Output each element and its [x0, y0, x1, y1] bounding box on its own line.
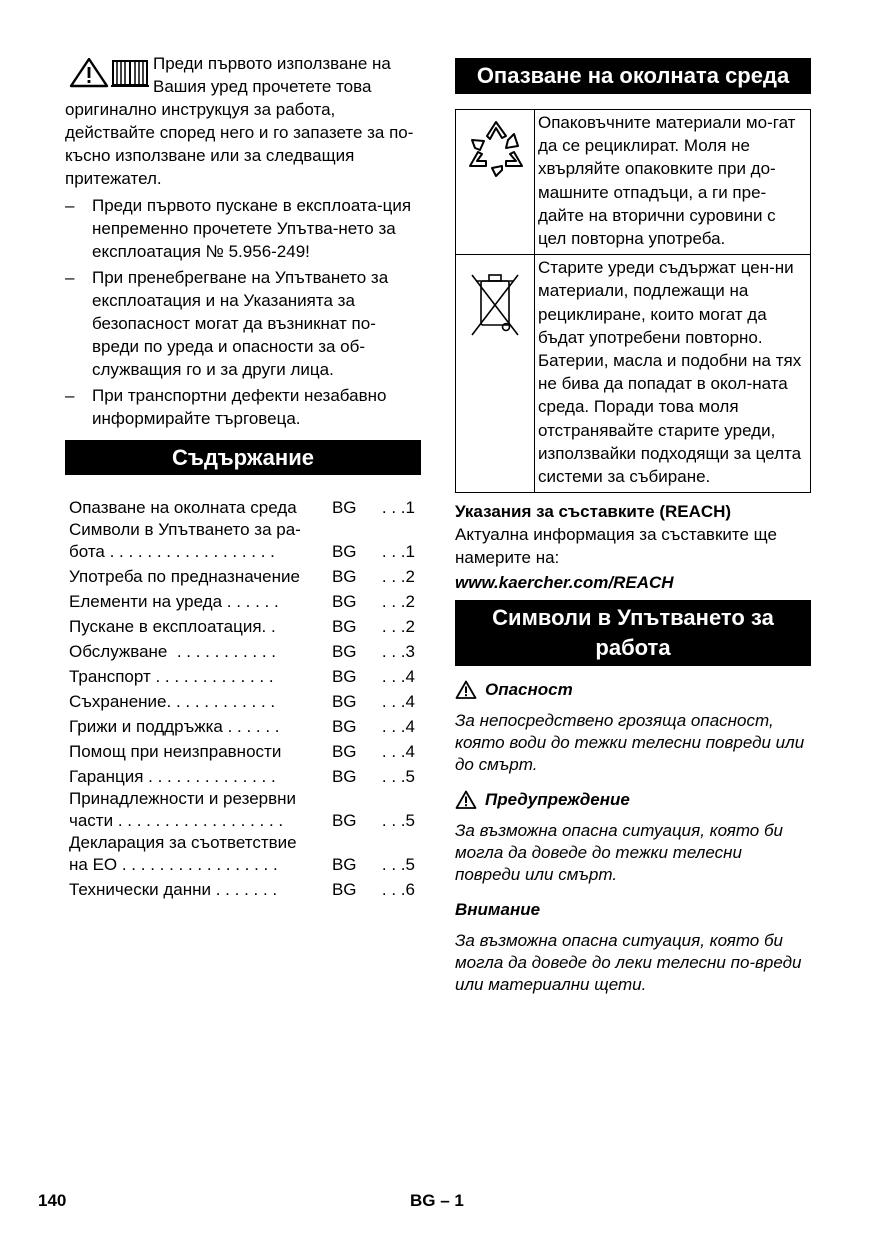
toc-row[interactable] [69, 738, 421, 763]
toc-page: . . .2 [381, 567, 415, 586]
toc-lang: BG [331, 498, 357, 517]
environment-title: Опазване на околната среда [455, 58, 811, 94]
toc-row[interactable] [69, 563, 421, 588]
page-number: 140 [38, 1191, 67, 1210]
weee-text: Старите уреди съдържат цен-ни материали, подлежащи на рециклиране, които могат да бъдат употребени повторно. Батерии, масла и подобни на тях не бива да попадат в окол-ната среда. Поради това моля отстранявайте старите уреди, използвайки подходящи за целта системи за събиране. [535, 255, 811, 493]
caution-heading [455, 898, 811, 921]
bullet-dash: – [65, 386, 75, 405]
toc-row[interactable] [69, 519, 421, 563]
toc-entry: Грижи и поддръжка . . . . . . [69, 717, 280, 736]
warning-text: За възможна опасна ситуация, която би могла да доведе до тежки телесни повреди или смърт. [455, 821, 784, 885]
caution-text: За възможна опасна ситуация, която би могла да доведе до леки телесни по-вреди или материални щети. [455, 931, 802, 995]
toc-entry: Транспорт . . . . . . . . . . . . . [69, 667, 274, 686]
toc-lang: BG [331, 811, 357, 830]
toc-page: . . .5 [381, 767, 415, 786]
toc-entry: Технически данни . . . . . . . [69, 880, 278, 899]
toc-lang: BG [331, 692, 357, 711]
toc-page: . . .4 [381, 692, 415, 711]
toc-lang: BG [331, 617, 357, 636]
warning-heading [455, 788, 811, 811]
toc-lang: BG [331, 642, 357, 661]
toc-page: . . .3 [381, 642, 415, 661]
environment-table [455, 109, 811, 493]
reach-link[interactable]: www.kaercher.com/REACH [455, 573, 674, 593]
toc-row[interactable] [69, 876, 421, 901]
danger-label: Опасност [485, 680, 573, 700]
table-of-contents [65, 494, 421, 901]
symbols-title: Символи в Упътването за работа [455, 600, 811, 666]
toc-row[interactable] [69, 832, 421, 876]
list-item [65, 266, 421, 381]
bullet-text: Преди първото пускане в експлоата-ция непременно прочетете Упътва-нето за експлоатация № 5.956-249! [92, 196, 412, 261]
toc-lang: BG [331, 767, 357, 786]
toc-page: . . .5 [381, 811, 415, 830]
toc-row[interactable] [69, 713, 421, 738]
toc-page: . . .1 [381, 542, 415, 561]
toc-title: Съдържание [65, 440, 421, 475]
crossed-bin-icon [456, 255, 534, 345]
intro-bullets [65, 194, 421, 430]
toc-row[interactable] [69, 494, 421, 519]
bullet-text: При пренебрегване на Упътването за експлоатация и на Указанията за безопасност могат да възникнат по-вреди по уреда и опасности за об-служващия го и за други лица. [92, 268, 389, 379]
toc-page: . . .5 [381, 855, 415, 874]
toc-lang: BG [331, 717, 357, 736]
toc-page: . . .6 [381, 880, 415, 899]
toc-lang: BG [331, 567, 357, 586]
toc-entry: Обслужване . . . . . . . . . . . [69, 642, 277, 661]
warning-manual-icon [69, 58, 153, 88]
warning-label: Предупреждение [485, 790, 630, 810]
list-item [65, 194, 421, 263]
toc-row[interactable] [69, 663, 421, 688]
toc-page: . . .4 [381, 717, 415, 736]
table-row [456, 110, 811, 255]
intro-line-2: Вашия уред прочетете това [153, 77, 372, 96]
bullet-dash: – [65, 196, 75, 215]
toc-entry: Помощ при неизправности [69, 742, 282, 761]
reach-heading: Указания за съставките (REACH) [455, 502, 732, 522]
toc-lang: BG [331, 855, 357, 874]
warning-triangle-icon [455, 790, 477, 809]
toc-row[interactable] [69, 688, 421, 713]
toc-entry: Съхранение. . . . . . . . . . . . [69, 692, 276, 711]
recycle-text: Опаковъчните материали мо-гат да се рециклират. Моля не хвърляйте опаковките при до-машните отпадъци, а ги пре-дайте на вторични суровини с цел повторна употреба. [535, 110, 811, 255]
toc-entry: Декларация за съответствие на ЕО . . . . . . . . . . . . . . . . . [69, 833, 297, 874]
toc-page: . . .4 [381, 667, 415, 686]
danger-text: За непосредствено грозяща опасност, която води до тежки телесни повреди или до смърт. [455, 711, 805, 775]
toc-page: . . .1 [381, 498, 415, 517]
toc-lang: BG [331, 592, 357, 611]
toc-row[interactable] [69, 638, 421, 663]
section-page-label: BG – 1 [410, 1191, 464, 1210]
caution-label: Внимание [455, 900, 541, 920]
intro-line-1: Преди първото използване на [153, 54, 391, 73]
toc-lang: BG [331, 542, 357, 561]
toc-entry: Пускане в експлоатация. . [69, 617, 276, 636]
toc-entry: Употреба по предназначение [69, 567, 300, 586]
recycle-cell [456, 110, 535, 255]
right-column [455, 58, 811, 996]
toc-row[interactable] [69, 613, 421, 638]
danger-heading [455, 678, 811, 701]
table-row [456, 255, 811, 493]
intro-body: оригинално инструкцуя за работа, действайте според него и го запазете за по-късно използване или за следващия притежател. [65, 100, 414, 188]
toc-entry: Опазване на околната среда [69, 498, 297, 517]
toc-row[interactable] [69, 788, 421, 832]
toc-page: . . .2 [381, 592, 415, 611]
reach-body: Актуална информация за съставките ще намерите на: [455, 525, 777, 568]
recycle-icon [456, 110, 534, 210]
warning-triangle-icon [455, 680, 477, 699]
toc-lang: BG [331, 880, 357, 899]
bullet-text: При транспортни дефекти незабавно информирайте търговеца. [92, 386, 387, 428]
toc-entry: Принадлежности и резервни части . . . . . . . . . . . . . . . . . . [69, 789, 297, 830]
toc-entry: Гаранция . . . . . . . . . . . . . . [69, 767, 276, 786]
toc-entry: Символи в Упътването за ра- бота . . . . . . . . . . . . . . . . . . [69, 520, 301, 561]
left-column [65, 52, 421, 901]
toc-row[interactable] [69, 588, 421, 613]
toc-page: . . .2 [381, 617, 415, 636]
toc-lang: BG [331, 742, 357, 761]
bullet-dash: – [65, 268, 75, 287]
list-item [65, 384, 421, 430]
intro-header [65, 52, 421, 98]
toc-lang: BG [331, 667, 357, 686]
toc-page: . . .4 [381, 742, 415, 761]
toc-row[interactable] [69, 763, 421, 788]
weee-cell [456, 255, 535, 493]
toc-entry: Елементи на уреда . . . . . . [69, 592, 279, 611]
